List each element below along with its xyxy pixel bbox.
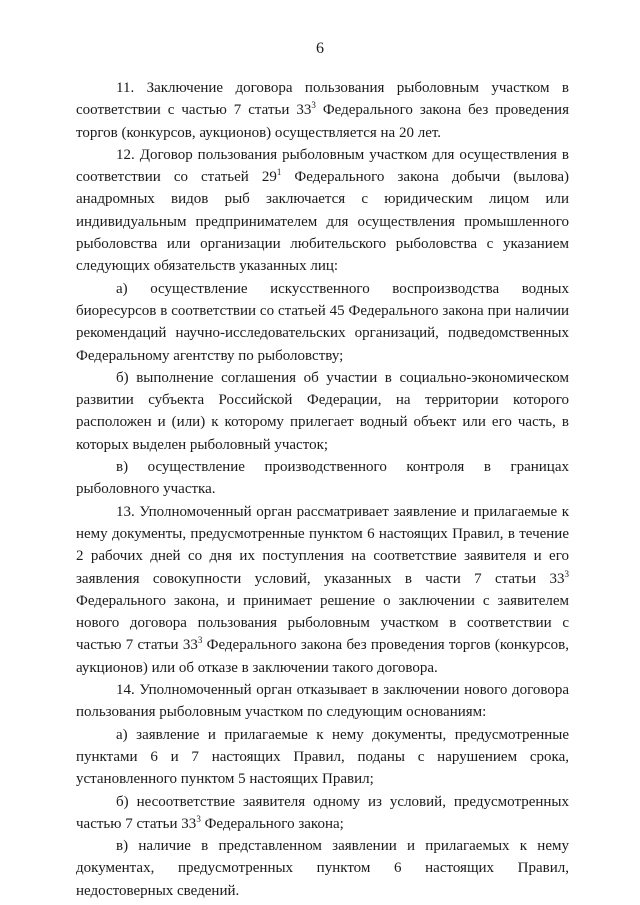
paragraph-12 xyxy=(76,144,569,278)
paragraph-text: в) наличие в представленном заявлении и прилагаемых к нему документах, предусмотренных пунктом 6 настоящих Правил, недостоверных сведений. xyxy=(76,838,569,899)
paragraph-14-c xyxy=(76,835,569,902)
paragraph-text: 11. Заключение договора пользования рыболовным участком в соответствии с частью 7 статьи 33 xyxy=(76,80,569,119)
paragraph-12-b xyxy=(76,367,569,456)
paragraph-text: Федерального закона, и принимает решение о заключении с заявителем нового договора пользования рыболовным участком в соответствии с частью 7 статьи 33 xyxy=(76,592,569,654)
paragraph-text: Федерального закона добычи (вылова) анадромных видов рыб заключается с юридическим лицом или индивидуальным предпринимателем для осуществления промышленного рыболовства или организации любительского рыболовства с указанием следующих обязательств указанных лиц: xyxy=(76,169,569,275)
paragraph-text: 12. Договор пользования рыболовным участком для осуществления в соответствии со статьей 29 xyxy=(76,146,569,186)
paragraph-text: Федерального закона; xyxy=(200,815,344,832)
paragraph-text: 13. Уполномоченный орган рассматривает заявление и прилагаемые к нему документы, предусмотренные пунктом 6 настоящих Правил, в течение 2 рабочих дней со дня их поступления на соответствие заявителя и его заявления совокупности условий, указанных в части 7 статьи 33 xyxy=(76,503,569,587)
paragraph-11 xyxy=(76,77,569,144)
paragraph-14-a xyxy=(76,724,569,791)
superscript: 3 xyxy=(564,568,569,579)
paragraph-text: б) выполнение соглашения об участии в социально-экономическом развитии субъекта Российской Федерации, на территории которого расположен и (или) к которому прилегает водный объект или его часть, в которых выделен рыболовный участок; xyxy=(76,369,569,453)
paragraph-text: Федерального закона без проведения торгов (конкурсов, аукционов) осуществляется на 20 лет. xyxy=(76,102,569,141)
document-body xyxy=(76,77,569,902)
paragraph-13 xyxy=(76,501,569,679)
superscript: 1 xyxy=(276,167,282,178)
paragraph-text: б) несоответствие заявителя одному из условий, предусмотренных частью 7 статьи 33 xyxy=(76,793,569,832)
paragraph-text: а) осуществление искусственного воспроизводства водных биоресурсов в соответствии со статьей 45 Федерального закона при наличии рекомендаций научно-исследовательских организаций, подведомственных Федеральному агентству по рыболовству; xyxy=(76,280,569,364)
page-number: 6 xyxy=(316,40,324,57)
paragraph-text: а) заявление и прилагаемые к нему документы, предусмотренные пунктами 6 и 7 настоящих Правил, поданы с нарушением срока, установленного пунктом 5 настоящих Правил; xyxy=(76,726,569,788)
paragraph-text: 14. Уполномоченный орган отказывает в заключении нового договора пользования рыболовным участком по следующим основаниям: xyxy=(76,682,569,721)
paragraph-text: в) осуществление производственного контроля в границах рыболовного участка. xyxy=(76,459,569,498)
paragraph-12-c xyxy=(76,456,569,501)
paragraph-14-b xyxy=(76,791,569,836)
superscript: 3 xyxy=(196,813,201,824)
paragraph-text: Федерального закона без проведения торгов (конкурсов, аукционов) или об отказе в заключении такого договора. xyxy=(76,637,569,676)
paragraph-14 xyxy=(76,679,569,724)
superscript: 3 xyxy=(311,100,316,111)
paragraph-12-a xyxy=(76,278,569,367)
superscript: 3 xyxy=(197,635,203,646)
